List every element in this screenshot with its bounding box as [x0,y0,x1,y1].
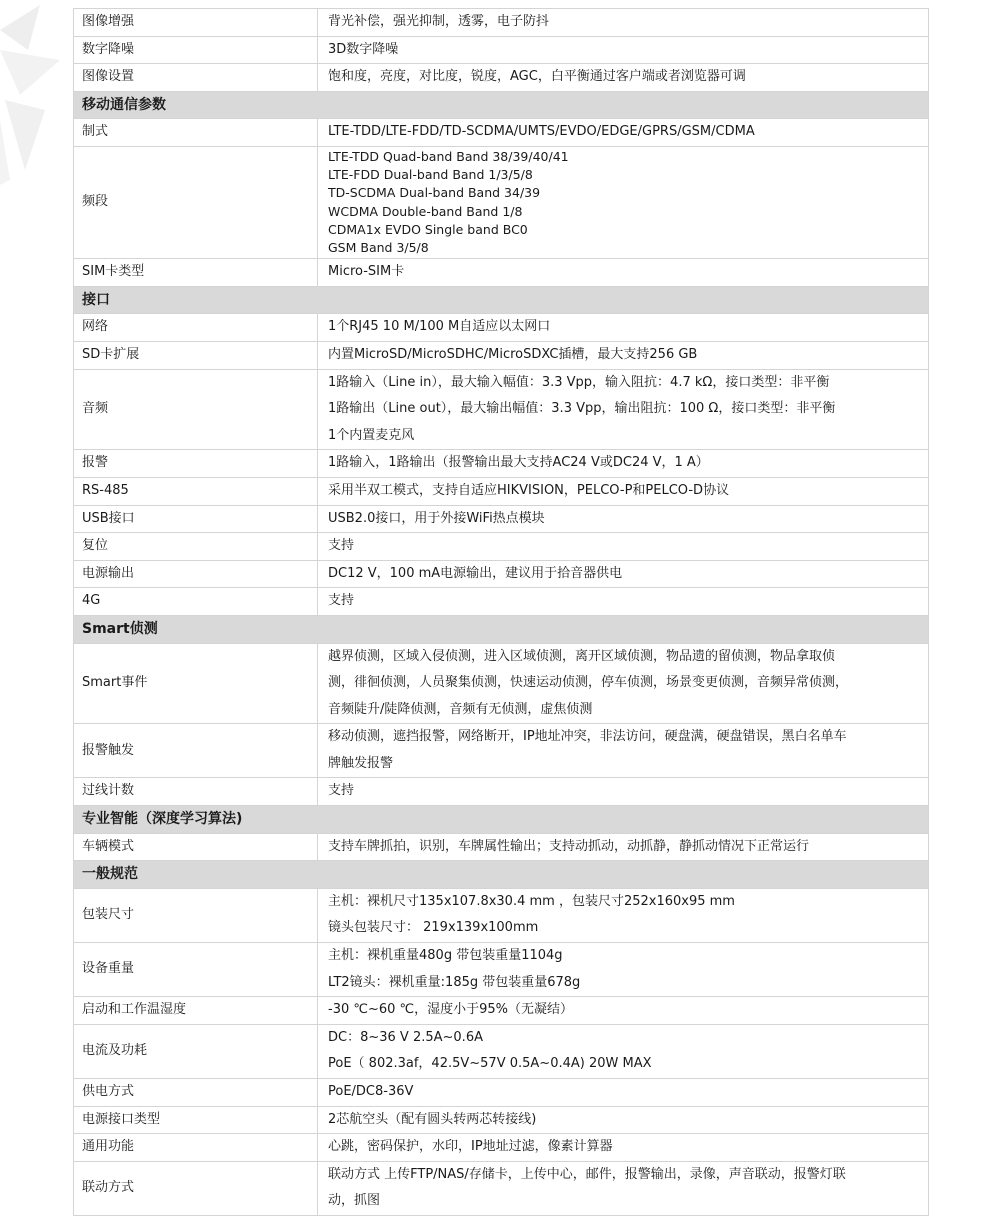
spec-row [74,1161,929,1215]
spec-value [318,341,929,369]
spec-key: 4G [74,588,318,616]
spec-key: SIM卡类型 [74,259,318,287]
spec-value-line: -30 ℃~60 ℃，湿度小于95%（无凝结） [328,1002,574,1018]
spec-value-line: 1路输出（Line out），最大输出幅值：3.3 Vpp，输出阻抗：100 Ω，接口类型：非平衡 [328,401,836,417]
spec-value-line: 2芯航空头（配有圆头转两芯转接线) [328,1111,537,1127]
spec-value [318,1024,929,1078]
spec-value [318,588,929,616]
spec-key: 包装尺寸 [74,888,318,942]
spec-value-line: 饱和度，亮度，对比度，锐度，AGC，白平衡通过客户端或者浏览器可调 [328,69,746,85]
spec-row [74,1134,929,1162]
section-header [74,615,929,643]
spec-row [74,477,929,505]
spec-value [318,36,929,64]
spec-value [318,1106,929,1134]
spec-value [318,119,929,147]
spec-key: 联动方式 [74,1161,318,1215]
spec-value-line: 牌触发报警 [328,755,394,771]
spec-value-line: 主机：裸机尺寸135x107.8x30.4 mm ，包装尺寸252x160x95 mm [328,893,735,909]
spec-row [74,888,929,942]
spec-value-line: 支持 [328,593,355,609]
spec-key: 通用功能 [74,1134,318,1162]
spec-value [318,997,929,1025]
spec-key: 电源接口类型 [74,1106,318,1134]
spec-value [318,1161,929,1215]
spec-value-line: USB2.0接口，用于外接WiFi热点模块 [328,510,545,526]
section-title: 移动通信参数 [74,91,929,119]
spec-row [74,724,929,778]
section-header [74,91,929,119]
spec-row [74,314,929,342]
spec-value-line: 主机：裸机重量480g 带包装重量1104g [328,948,563,964]
spec-row [74,833,929,861]
spec-key: 启动和工作温湿度 [74,997,318,1025]
spec-key: 车辆模式 [74,833,318,861]
spec-value [318,369,929,450]
spec-value [318,505,929,533]
spec-value [318,778,929,806]
spec-value-line: LT2镜头：裸机重量:185g 带包装重量678g [328,974,581,990]
spec-key: 网络 [74,314,318,342]
spec-row [74,64,929,92]
spec-value-line: GSM Band 3/5/8 [328,239,429,255]
spec-value-line: 移动侦测，遮挡报警，网络断开，IP地址冲突，非法访问，硬盘满，硬盘错误，黑白名单车 [328,729,847,745]
spec-value-line: 内置MicroSD/MicroSDHC/MicroSDXC插槽，最大支持256 GB [328,346,698,362]
spec-value [318,259,929,287]
spec-value-line: 1个内置麦克风 [328,427,415,443]
spec-value-line: 测，徘徊侦测，人员聚集侦测，快速运动侦测，停车侦测，场景变更侦测，音频异常侦测， [328,675,849,691]
spec-value-line: LTE-FDD Dual-band Band 1/3/5/8 [328,167,533,183]
spec-key: SD卡扩展 [74,341,318,369]
spec-value [318,9,929,37]
spec-value-line: PoE/DC8-36V [328,1084,414,1099]
spec-key: 设备重量 [74,943,318,997]
spec-key: 报警触发 [74,724,318,778]
spec-value-line: WCDMA Double-band Band 1/8 [328,203,523,219]
spec-value-line: 1个RJ45 10 M/100 M自适应以太网口 [328,319,551,335]
spec-value-line: DC12 V，100 mA电源输出，建议用于拾音器供电 [328,565,623,581]
spec-row [74,1106,929,1134]
spec-value-line: 心跳，密码保护，水印，IP地址过滤，像素计算器 [328,1139,613,1155]
spec-row [74,1079,929,1107]
spec-row [74,36,929,64]
spec-key: 制式 [74,119,318,147]
spec-row [74,1024,929,1078]
spec-row [74,997,929,1025]
spec-value-line: TD-SCDMA Dual-band Band 34/39 [328,185,541,201]
section-title: 一般规范 [74,861,929,889]
spec-key: USB接口 [74,505,318,533]
spec-value [318,833,929,861]
spec-value [318,724,929,778]
spec-key: 报警 [74,450,318,478]
section-title: 专业智能（深度学习算法) [74,806,929,834]
spec-value-line: 镜头包装尺寸： 219x139x100mm [328,920,539,936]
section-title: Smart侦测 [74,615,929,643]
spec-value [318,64,929,92]
spec-value [318,643,929,724]
spec-value [318,560,929,588]
spec-value-line: CDMA1x EVDO Single band BC0 [328,221,528,237]
spec-key: 电流及功耗 [74,1024,318,1078]
spec-value-line: 联动方式 上传FTP/NAS/存储卡，上传中心，邮件，报警输出，录像，声音联动，报警灯联 [328,1166,846,1182]
spec-value-line: PoE（ 802.3af，42.5V~57V 0.5A~0.4A) 20W MAX [328,1056,652,1072]
spec-key: 频段 [74,146,318,258]
spec-value-line: DC：8~36 V 2.5A~0.6A [328,1029,483,1045]
section-header [74,861,929,889]
spec-value [318,888,929,942]
spec-value [318,1079,929,1107]
spec-row [74,643,929,724]
spec-key: 电源输出 [74,560,318,588]
spec-value [318,533,929,561]
spec-row [74,560,929,588]
spec-value-line: LTE-TDD Quad-band Band 38/39/40/41 [328,148,569,164]
section-header [74,286,929,314]
spec-row [74,778,929,806]
spec-row [74,146,929,258]
spec-value-line: 支持 [328,538,355,554]
spec-row [74,119,929,147]
spec-value-line: 背光补偿，强光抑制，透雾，电子防抖 [328,14,550,29]
spec-row [74,505,929,533]
spec-value-line: 1路输入（Line in），最大输入幅值：3.3 Vpp，输入阻抗：4.7 kΩ，接口类型：非平衡 [328,374,830,390]
spec-key: 音频 [74,369,318,450]
spec-row [74,450,929,478]
section-header [74,806,929,834]
spec-key: Smart事件 [74,643,318,724]
spec-value [318,314,929,342]
spec-value [318,1134,929,1162]
spec-value [318,943,929,997]
spec-value-line: 动，抓图 [328,1193,381,1209]
spec-row [74,533,929,561]
spec-key: 图像增强 [74,9,318,37]
spec-value [318,477,929,505]
spec-row [74,369,929,450]
spec-value-line: 音频陡升/陡降侦测，音频有无侦测，虚焦侦测 [328,701,593,717]
spec-value-line: 越界侦测，区域入侵侦测，进入区域侦测，离开区域侦测，物品遗的留侦测，物品拿取侦 [328,648,836,664]
spec-value-line: 1路输入，1路输出（报警输出最大支持AC24 V或DC24 V，1 A） [328,455,709,471]
spec-key: 图像设置 [74,64,318,92]
spec-value-line: LTE-TDD/LTE-FDD/TD-SCDMA/UMTS/EVDO/EDGE/GPRS/GSM/CDMA [328,124,755,140]
spec-value-line: 3D数字降噪 [328,41,399,57]
spec-key: 供电方式 [74,1079,318,1107]
spec-value [318,146,929,258]
spec-value-line: 采用半双工模式，支持自适应HIKVISION，PELCO-P和PELCO-D协议 [328,482,730,498]
spec-row [74,588,929,616]
spec-value-line: Micro-SIM卡 [328,264,405,280]
spec-key: 数字降噪 [74,36,318,64]
spec-value-line: 支持 [328,783,355,799]
spec-table [73,8,929,1216]
spec-row [74,341,929,369]
section-title: 接口 [74,286,929,314]
spec-row [74,259,929,287]
spec-row [74,943,929,997]
spec-value [318,450,929,478]
spec-row [74,9,929,37]
spec-key: RS-485 [74,477,318,505]
spec-key: 复位 [74,533,318,561]
spec-value-line: 支持车牌抓拍，识别，车牌属性输出；支持动抓动，动抓静，静抓动情况下正常运行 [328,838,810,854]
spec-key: 过线计数 [74,778,318,806]
